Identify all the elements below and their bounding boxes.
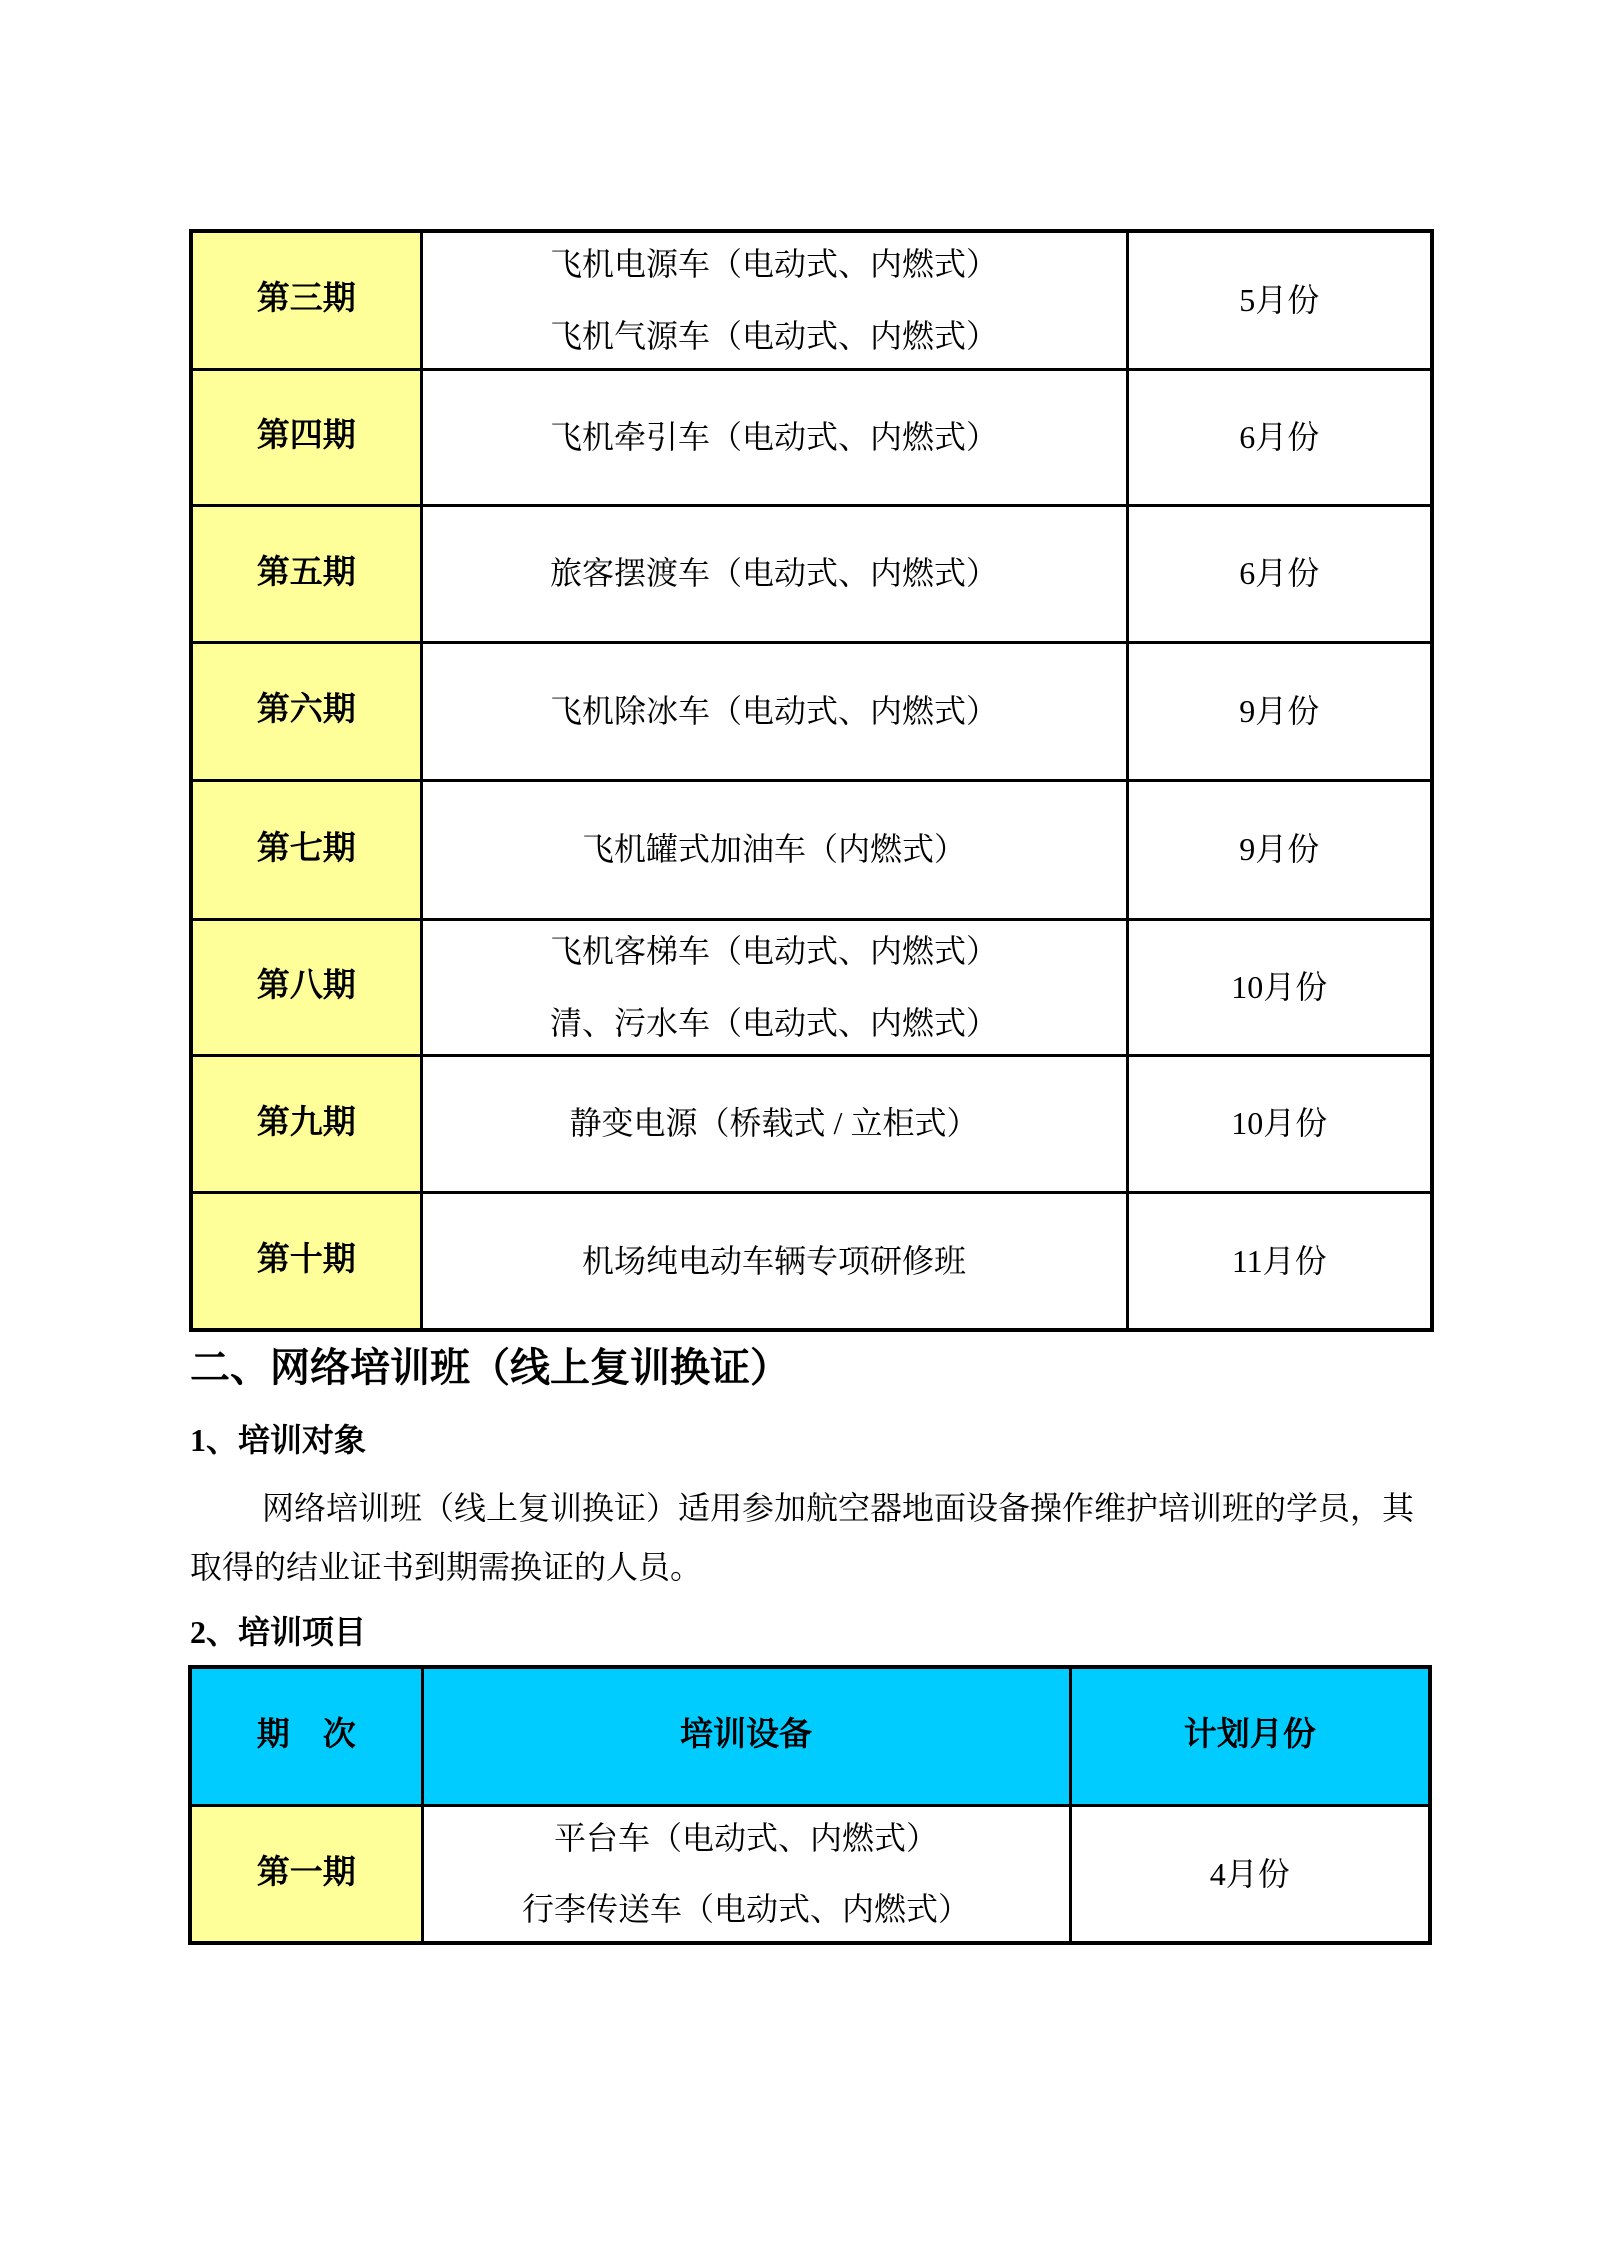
- table-row: [191, 642, 1432, 780]
- period-cell: 第六期: [191, 642, 421, 780]
- equipment-line: 飞机除冰车（电动式、内燃式）: [549, 692, 998, 729]
- equipment-cell: [421, 505, 1127, 642]
- month-cell: 6月份: [1127, 505, 1432, 642]
- table-row: [191, 505, 1432, 642]
- month-cell: 10月份: [1127, 1055, 1432, 1192]
- equipment-cell: [421, 369, 1127, 505]
- table-row: [191, 369, 1432, 505]
- period-cell: 第一期: [190, 1805, 422, 1943]
- table-row: [191, 231, 1432, 369]
- paragraph-line-1: 网络培训班（线上复训换证）适用参加航空器地面设备操作维护培训班的学员，其: [262, 1490, 1415, 1526]
- period-cell: 第三期: [191, 231, 421, 369]
- equipment-line: 飞机电源车（电动式、内燃式）: [549, 246, 998, 283]
- equipment-cell: [421, 1192, 1127, 1330]
- equipment-line: 飞机气源车（电动式、内燃式）: [549, 317, 998, 354]
- header-cell-period: 期 次: [190, 1667, 422, 1805]
- paragraph-line-2: 取得的结业证书到期需换证的人员。: [190, 1549, 703, 1585]
- table-row: [191, 919, 1432, 1055]
- month-cell: 4月份: [1070, 1805, 1430, 1943]
- section-heading: 二、网络培训班（线上复训换证）: [190, 1345, 790, 1390]
- month-cell: 5月份: [1127, 231, 1432, 369]
- month-cell: 11月份: [1127, 1192, 1432, 1330]
- subsection-heading-training-items: 2、培训项目: [190, 1614, 367, 1650]
- period-cell: 第七期: [191, 780, 421, 919]
- equipment-line: 飞机罐式加油车（内燃式）: [581, 831, 966, 868]
- equipment-line: 清、污水车（电动式、内燃式）: [549, 1004, 998, 1041]
- equipment-line: 行李传送车（电动式、内燃式）: [521, 1891, 970, 1928]
- equipment-cell: [421, 919, 1127, 1055]
- header-row: [190, 1667, 1430, 1805]
- header-cell-month: 计划月份: [1070, 1667, 1430, 1805]
- equipment-cell: [421, 1055, 1127, 1192]
- online-training-table: [188, 1665, 1432, 1945]
- month-cell: 6月份: [1127, 369, 1432, 505]
- table-row: [191, 1055, 1432, 1192]
- equipment-cell: [422, 1805, 1070, 1943]
- table-row: [191, 1192, 1432, 1330]
- equipment-cell: [421, 780, 1127, 919]
- subsection-heading-training-target: 1、培训对象: [190, 1422, 367, 1458]
- period-cell: 第十期: [191, 1192, 421, 1330]
- equipment-cell: [421, 642, 1127, 780]
- equipment-line: 机场纯电动车辆专项研修班: [581, 1242, 966, 1279]
- equipment-line: 旅客摆渡车（电动式、内燃式）: [549, 555, 998, 592]
- month-cell: 9月份: [1127, 780, 1432, 919]
- equipment-line: 静变电源（桥载式 / 立柜式）: [569, 1105, 979, 1142]
- equipment-line: 平台车（电动式、内燃式）: [553, 1819, 938, 1856]
- period-cell: 第五期: [191, 505, 421, 642]
- equipment-line: 飞机客梯车（电动式、内燃式）: [549, 933, 998, 970]
- header-cell-equipment: 培训设备: [422, 1667, 1070, 1805]
- table-row: [191, 780, 1432, 919]
- period-cell: 第九期: [191, 1055, 421, 1192]
- month-cell: 10月份: [1127, 919, 1432, 1055]
- equipment-cell: [421, 231, 1127, 369]
- period-cell: 第四期: [191, 369, 421, 505]
- table-row: [190, 1805, 1430, 1943]
- training-schedule-table: [189, 229, 1434, 1332]
- period-cell: 第八期: [191, 919, 421, 1055]
- equipment-line: 飞机牵引车（电动式、内燃式）: [549, 418, 998, 455]
- month-cell: 9月份: [1127, 642, 1432, 780]
